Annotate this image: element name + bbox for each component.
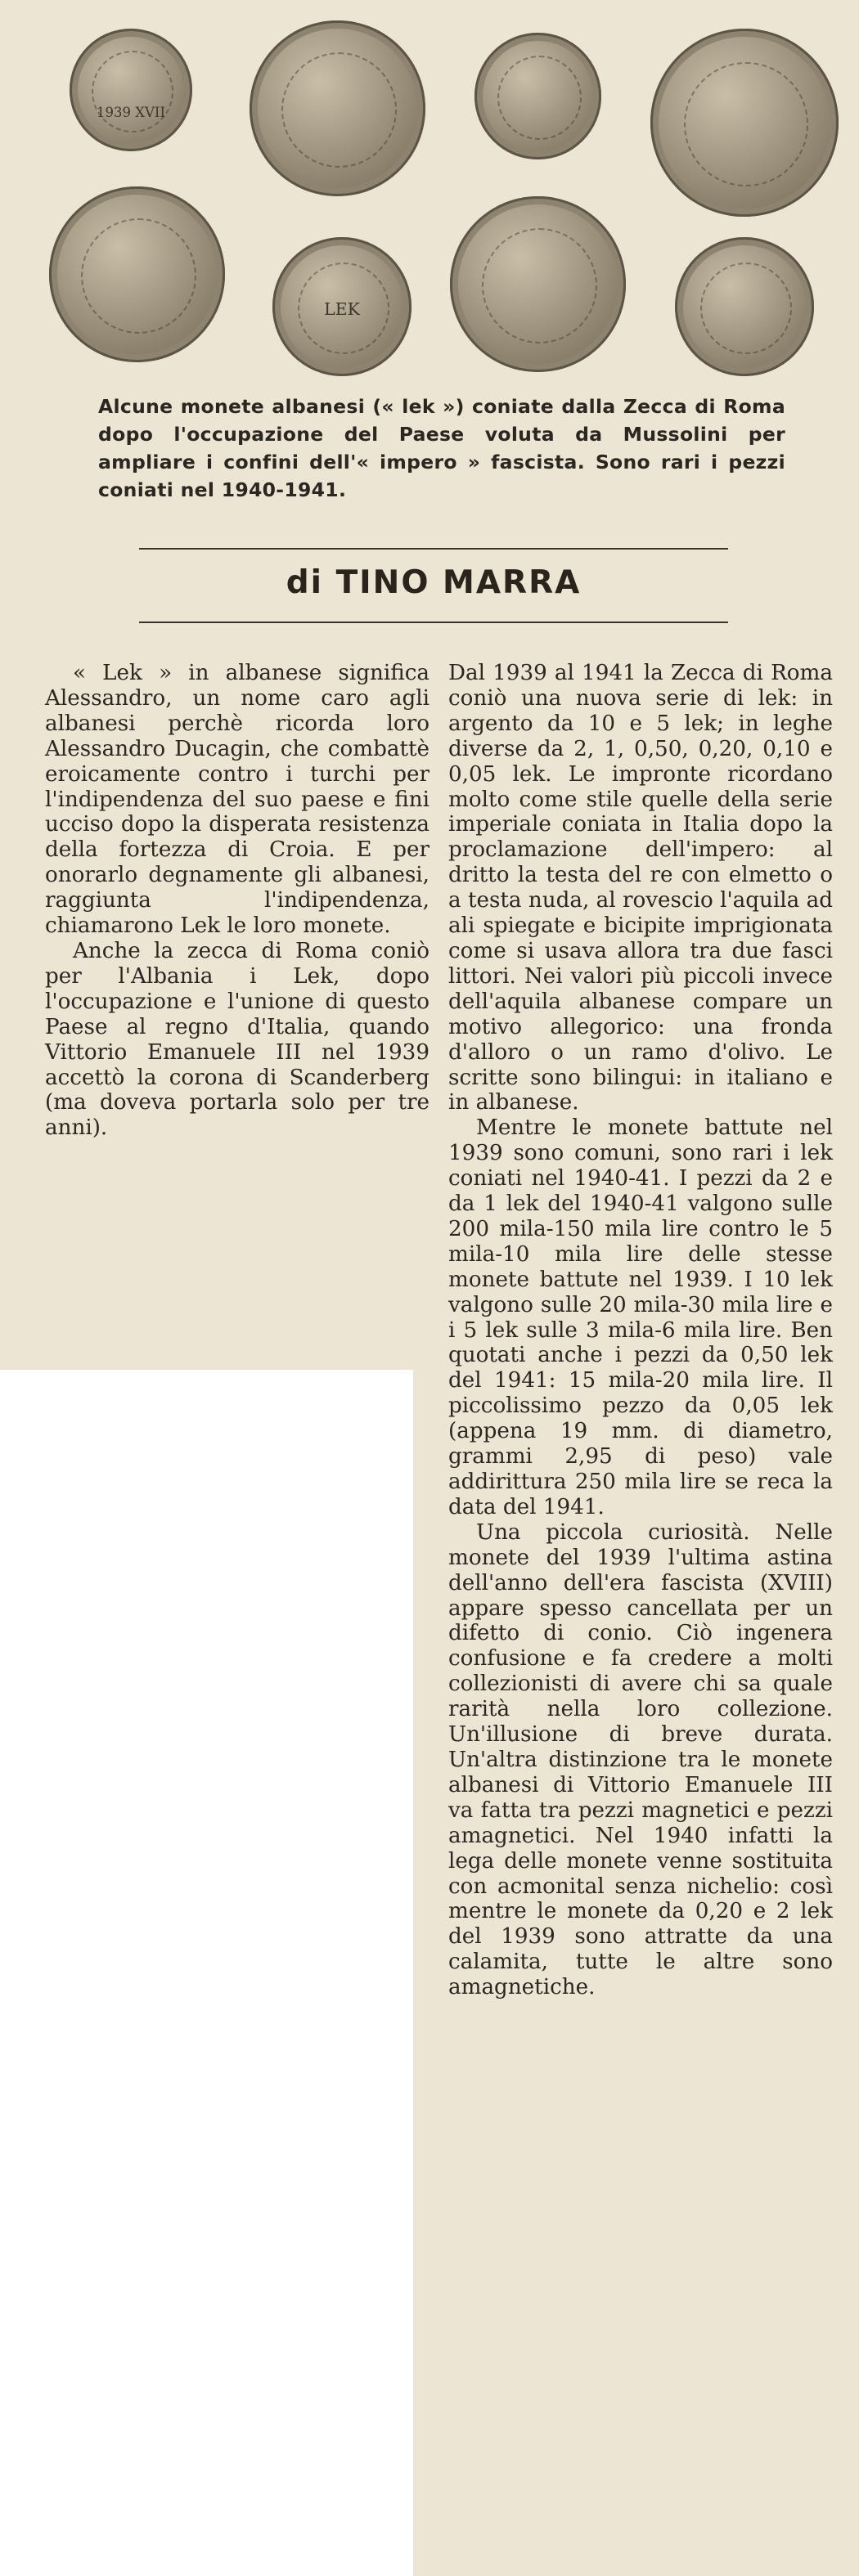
coin-date-text: 1939 XVII	[97, 105, 165, 120]
paragraph: Una piccola curiosità. Nelle monete del 1939 l'ultima astina dell'anno dell'era fascista (XVIII) appare spesso cancellata per un difetto di conio. Ciò ingenera confusione e fa credere a molti collezionisti di avere chi sa quale rarità nella loro collezione. Un'illusione di breve durata. Un'altra distinzione tra le monete albanesi di Vittorio Emanuele III va fatta tra pezzi magnetici e pezzi amagnetici. Nel 1940 infatti la lega delle monete venne sostituita con acmonital senza nichelio: così mentre le monete da 0,20 e 2 lek del 1939 sono attratte da una calamita, tutte le altre sono amagnetiche.	[448, 1519, 833, 2000]
coin-image	[49, 186, 225, 362]
paragraph: « Lek » in albanese significa Alessandro, un nome caro agli albanesi perchè ricorda loro Alessandro Ducagin, che combattè eroicamente contro i turchi per l'indipendenza del suo paese e fini ucciso dopo la disperata resistenza della fortezza di Croia. E per onorarlo degnamente gli albanesi, raggiunta l'indipendenza, chiamarono Lek le loro monete.	[45, 661, 430, 939]
divider-bottom	[139, 622, 728, 623]
coin-image	[70, 29, 192, 151]
paragraph: Dal 1939 al 1941 la Zecca di Roma coniò una nuova serie di lek: in argento da 10 e 5 lek; in leghe diverse da 2, 1, 0,50, 0,20, 0,10 e 0,05 lek. Le impronte ricordano molto come stile quelle della serie imperiale coniata in Italia dopo la proclamazione dell'impero: al dritto la testa del re con elmetto o a testa nuda, al rovescio l'aquila ad ali spiegate e bicipite imprigionata come si usava allora tra due fasci littori. Nei valori più piccoli invece dell'aquila albanese compare un motivo allegorico: una fronda d'alloro o un ramo d'olivo. Le scritte sono bilingui: in italiano e in albanese.	[448, 661, 833, 1115]
coin-image	[450, 196, 626, 372]
coin-image	[272, 237, 412, 376]
coin-image	[650, 29, 839, 217]
coin-image	[474, 33, 601, 159]
article-column-right	[448, 661, 833, 2000]
paragraph: Mentre le monete battute nel 1939 sono comuni, sono rari i lek coniati nel 1940-41. I pezzi da 2 e da 1 lek del 1940-41 valgono sulle 200 mila-150 mila lire contro le 5 mila-10 mila lire delle stesse monete battute nel 1939. I 10 lek valgono sulle 20 mila-30 mila lire e i 5 lek sulle 3 mila-6 mila lire. Ben quotati anche i pezzi da 0,50 lek del 1941: 15 mila-20 mila lire. Il piccolissimo pezzo da 0,05 lek (appena 19 mm. di diametro, grammi 2,95 di peso) vale addirittura 250 mila lire se reca la data del 1941.	[448, 1115, 833, 1519]
paragraph: Anche la zecca di Roma coniò per l'Albania i Lek, dopo l'occupazione e l'unione di questo Paese al regno d'Italia, quando Vittorio Emanuele III nel 1939 accettò la corona di Scanderberg (ma doveva portarla solo per tre anni).	[45, 938, 430, 1141]
divider-top	[139, 548, 728, 550]
article-column-left	[45, 661, 430, 1141]
photo-caption: Alcune monete albanesi (« lek ») coniate dalla Zecca di Roma dopo l'occupazione del Paese voluta da Mussolini per ampliare i confini dell'« impero » fascista. Sono rari i pezzi coniati nel 1940-1941.	[98, 395, 785, 501]
coin-value-text: LEK	[324, 299, 360, 320]
coin-image	[250, 20, 425, 196]
coin-image	[675, 237, 814, 376]
byline: di TINO MARRA	[286, 564, 582, 601]
